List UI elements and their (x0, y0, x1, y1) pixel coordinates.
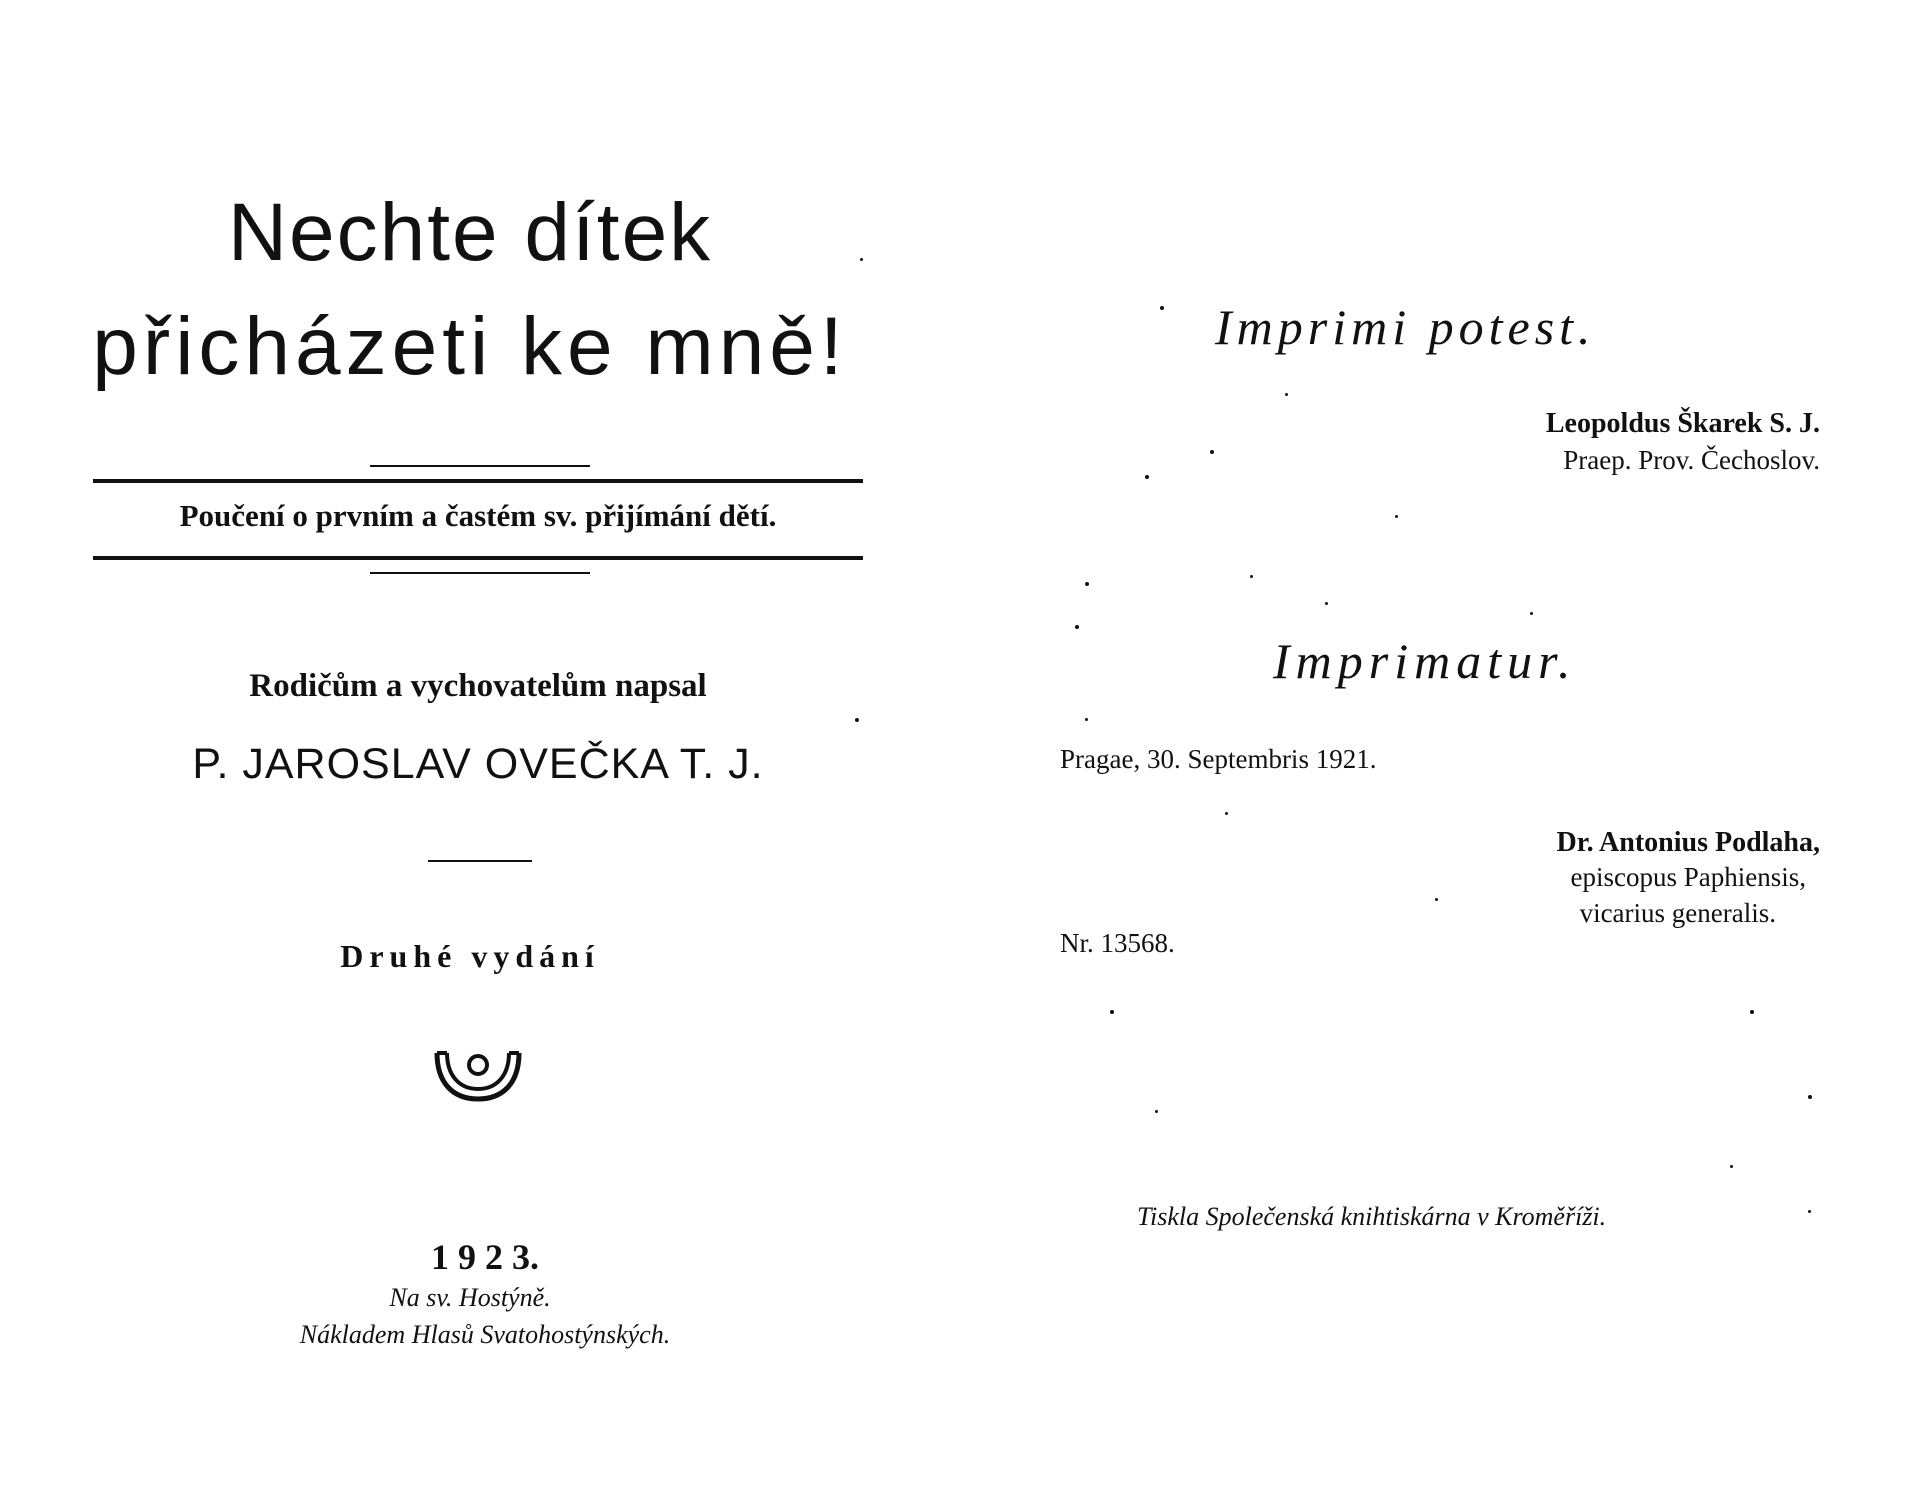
author: P. JAROSLAV OVEČKA T. J. (192, 740, 764, 788)
scan-speck (1085, 718, 1088, 721)
edition: Druhé vydání (340, 938, 600, 974)
scan-speck (1285, 393, 1288, 396)
scan-speck (1808, 1095, 1812, 1099)
scan-speck (1145, 475, 1149, 479)
scan-speck (1085, 582, 1089, 586)
scan-speck (1530, 612, 1533, 615)
place: Na sv. Hostýně. (389, 1283, 551, 1312)
date-line: Pragae, 30. Septembris 1921. (1060, 744, 1377, 774)
publisher-logo (433, 1047, 523, 1105)
scan-speck (1435, 898, 1438, 901)
title-line-2: přicházeti ke mně! (92, 301, 848, 392)
scan-speck (1750, 1010, 1754, 1014)
dedication: Rodičům a vychovatelům napsal (249, 668, 707, 704)
title-line-1: Nechte dítek (227, 187, 713, 278)
reference-number: Nr. 13568. (1060, 928, 1175, 958)
short-rule-top (370, 465, 590, 467)
scan-speck (1395, 515, 1398, 518)
imprimi-potest-heading: Imprimi potest. (1215, 299, 1596, 355)
approver-title-1: episcopus Paphiensis, (1570, 862, 1806, 892)
subtitle: Poučení o prvním a častém sv. přijímání dětí. (179, 498, 777, 533)
imprimatur-heading: Imprimatur. (1273, 633, 1577, 689)
short-rule-bottom (370, 572, 590, 574)
printer-line: Tiskla Společenská knihtiskárna v Kroměříži. (1137, 1202, 1607, 1231)
approver-name: Dr. Antonius Podlaha, (1556, 827, 1820, 858)
scan-speck (1250, 575, 1253, 578)
publisher: Nákladem Hlasů Svatohostýnských. (299, 1320, 671, 1349)
imprimi-signer-title: Praep. Prov. Čechoslov. (1563, 445, 1820, 475)
scan-speck (1808, 1210, 1811, 1213)
rule-above-subtitle (93, 479, 863, 483)
scan-speck (1160, 306, 1164, 310)
year: 1 9 2 3. (431, 1237, 539, 1277)
scan-speck (1325, 602, 1328, 605)
scan-speck (1075, 625, 1079, 629)
imprimi-signer: Leopoldus Škarek S. J. (1545, 408, 1820, 439)
author-divider (428, 860, 532, 862)
scan-speck (1210, 450, 1214, 454)
scan-speck (1110, 1010, 1114, 1014)
scan-speck (1155, 1110, 1158, 1113)
scan-speck (855, 718, 859, 722)
scan-speck (1730, 1165, 1733, 1168)
scan-speck (860, 258, 863, 261)
scan-speck (1225, 812, 1228, 815)
rule-below-subtitle (93, 556, 863, 560)
approver-title-2: vicarius generalis. (1579, 898, 1776, 928)
